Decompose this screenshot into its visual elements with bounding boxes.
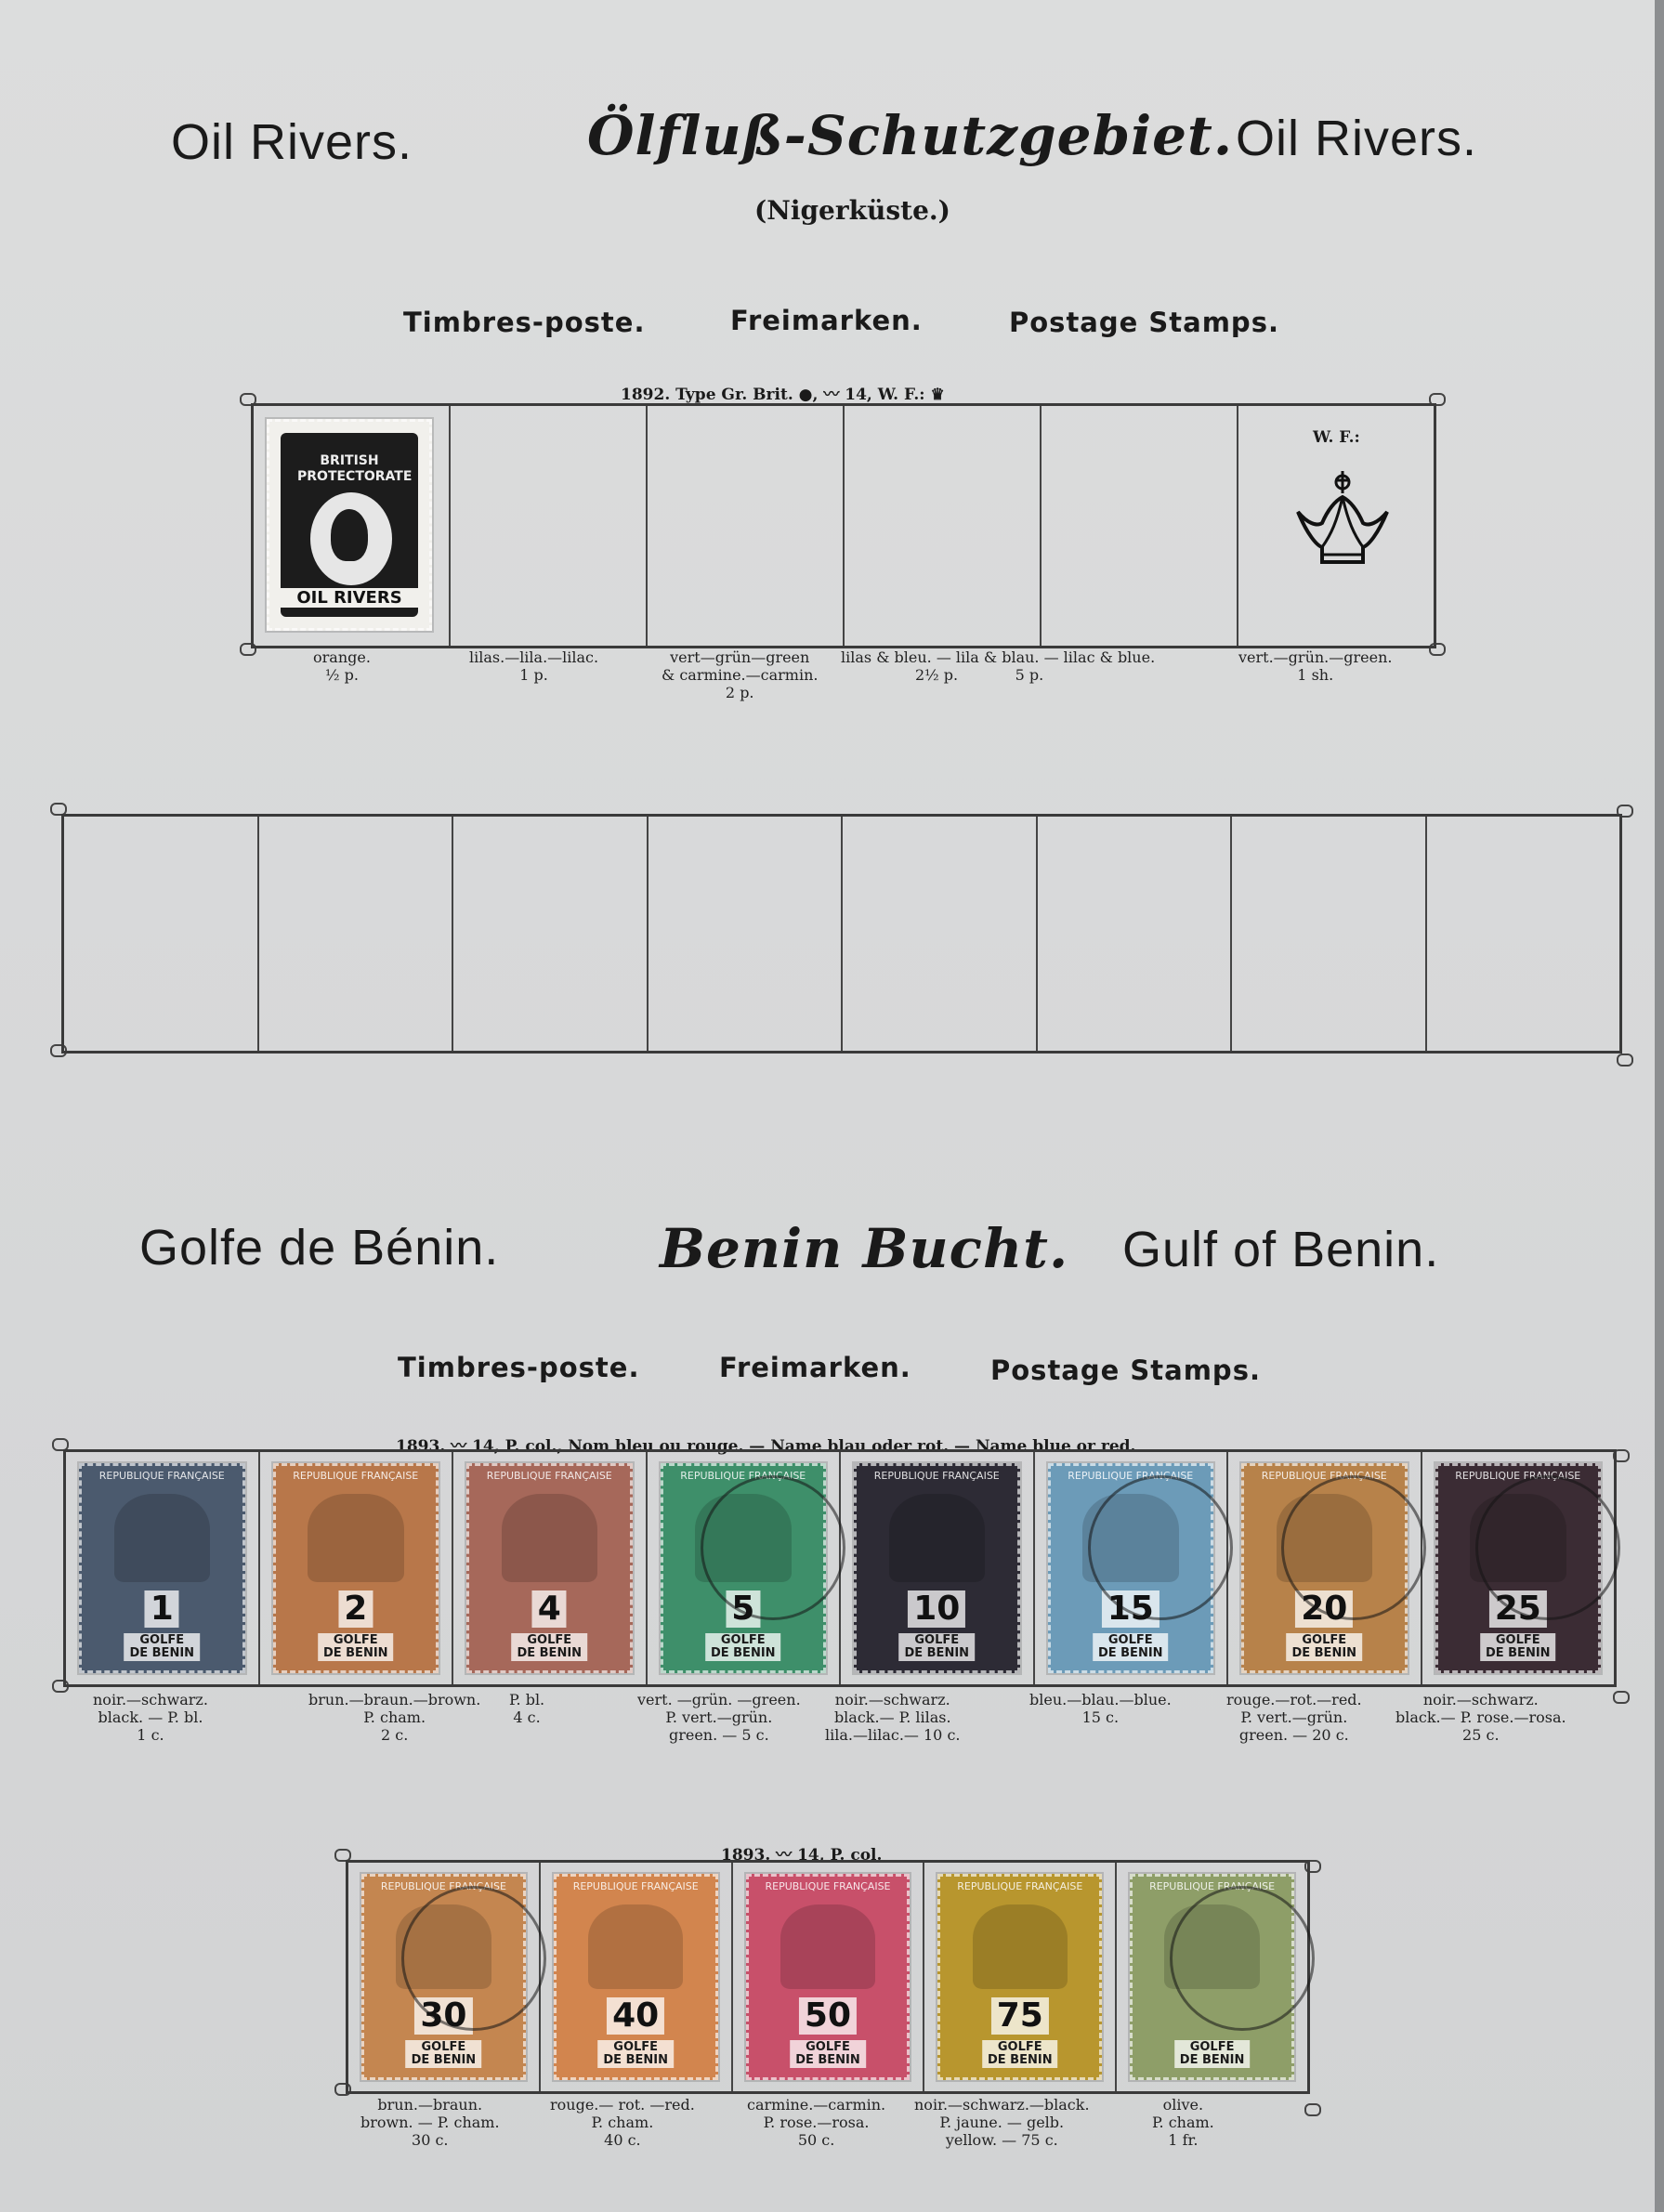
stamp-caption [1226,1691,1362,1744]
stamp-denomination: 20 [1295,1590,1353,1628]
caption-line: P. bl. [509,1691,545,1708]
stamp-colony-name: GOLFE DE BENIN [705,1633,781,1661]
stamp-caption [308,1691,480,1744]
caption-oil-rivers-3 [662,648,818,701]
caption-line: green. — 20 c. [1238,1726,1349,1744]
stamp-header-text: REPUBLIQUE FRANÇAISE [98,1470,225,1482]
stamp-slot[interactable] [841,1452,1035,1684]
stamp-colony-name: GOLFE DE BENIN [406,2040,482,2068]
stamp-caption [747,2096,885,2149]
stamp-denomination: 25 [1489,1590,1547,1628]
stamp-slot[interactable] [1427,817,1620,1051]
caption-line: brun.—braun. [377,2096,483,2114]
stamp-colony-name: GOLFE DE BENIN [597,2040,674,2068]
caption-line: vert—grün—green [670,648,810,666]
caption-line: P. vert.—grün. [1240,1708,1348,1726]
wf-label: W. F.: [1313,428,1360,447]
caption-line: 1 sh. [1297,666,1334,684]
stamp-slot[interactable] [453,1452,648,1684]
allegory-figures-icon [308,1494,404,1582]
stamp-value-40[interactable] [554,1874,718,2080]
stamp-colony-name: GOLFE DE BENIN [1093,1633,1169,1661]
stamp-slot[interactable] [453,817,649,1051]
stamp-value-2[interactable] [273,1463,439,1673]
stamp-value-olive[interactable] [1130,1874,1294,2080]
stamp-caption [1395,1691,1566,1744]
stamp-value-1[interactable] [79,1463,245,1673]
caption-line: lilas & bleu. — lila & blau. — lilac & blue. [841,648,1156,666]
stamp-colony-name: GOLFE DE BENIN [898,1633,975,1661]
caption-line: 2 p. [725,684,754,701]
caption-line: P. rose.—rosa. [763,2114,870,2131]
stamp-colony-name: GOLFE DE BENIN [511,1633,587,1661]
title-right-oil-rivers: Oil Rivers. [1236,111,1478,166]
stamp-header-text: REPUBLIQUE FRANÇAISE [380,1880,506,1892]
stamp-header-text: REPUBLIQUE FRANÇAISE [486,1470,612,1482]
stamp-caption [825,1691,961,1744]
title-center-oelfluss: Ölfluß-Schutzgebiet. [587,104,1234,167]
stamp-slot[interactable] [648,406,845,646]
stamp-denomination: 40 [607,1997,664,2035]
caption-line: black.— P. rose.—rosa. [1395,1708,1566,1726]
caption-value: 5 p. [1015,666,1044,684]
postmark-icon [1088,1475,1233,1620]
stamp-colony-name: GOLFE DE BENIN [1286,1633,1362,1661]
caption-line: ½ p. [325,666,359,684]
stamp-header-text: REPUBLIQUE FRANÇAISE [572,1880,699,1892]
stamp-grid-benin-high [346,1860,1310,2094]
stamp-colony-name: GOLFE DE BENIN [1480,1633,1556,1661]
stamp-denomination: 4 [532,1590,567,1628]
allegory-figures-icon [588,1904,683,1989]
stamp-denomination: 15 [1102,1590,1160,1628]
lang-label-en: Postage Stamps. [990,1355,1261,1386]
stamp-denomination: 1 [145,1590,179,1628]
caption-line: 1 fr. [1168,2131,1199,2149]
stamp-slot[interactable] [451,406,648,646]
stamp-denomination: 50 [799,1997,857,2035]
postmark-icon [701,1475,845,1620]
stamp-slot[interactable] [1038,817,1233,1051]
stamp-colony-name: GOLFE DE BENIN [124,1633,200,1661]
hinge-icon [1304,2103,1321,2116]
caption-line: 30 c. [412,2131,449,2149]
stamp-value-10[interactable] [854,1463,1020,1673]
stamp-denomination: 2 [338,1590,373,1628]
allegory-figures-icon [502,1494,598,1582]
stamp-caption [637,1691,801,1744]
caption-line: P. jaune. — gelb. [939,2114,1065,2131]
title-left-golfe-de-benin: Golfe de Bénin. [139,1220,500,1276]
stamp-slot[interactable] [1035,1452,1229,1684]
stamp-denomination: 5 [726,1590,760,1628]
caption-oil-rivers-1 [313,648,371,684]
stamp-header-text: REPUBLIQUE FRANÇAISE [680,1470,806,1482]
title-left-oil-rivers: Oil Rivers. [171,114,413,170]
caption-line: orange. [313,648,371,666]
stamp-caption [509,1691,544,1726]
caption-line: noir.—schwarz. [1422,1691,1539,1708]
stamp-slot[interactable] [64,817,259,1051]
postmark-icon [401,1886,546,2031]
issue-line-1893-high: 1893. 〰 14, P. col. [721,1846,883,1865]
stamp-value-5[interactable] [661,1463,827,1673]
allegory-figures-icon [780,1904,875,1989]
caption-values [841,666,1155,684]
stamp-grid-benin-1893 [63,1449,1617,1687]
hinge-icon [1617,1054,1633,1067]
stamp-oil-rivers-half-penny[interactable] [267,419,432,631]
stamp-slot[interactable] [1117,1863,1307,2091]
stamp-caption [1152,2096,1214,2149]
caption-line: rouge.—rot.—red. [1226,1691,1362,1708]
caption-line: 40 c. [604,2131,641,2149]
stamp-slot-watermark [1238,406,1434,646]
stamp-header-text: REPUBLIQUE FRANÇAISE [873,1470,1000,1482]
stamp-slot[interactable] [649,817,844,1051]
stamp-slot[interactable] [1042,406,1238,646]
stamp-header-text: REPUBLIQUE FRANÇAISE [765,1880,891,1892]
stamp-slot[interactable] [1232,817,1427,1051]
caption-line: carmine.—carmin. [747,2096,886,2114]
caption-oil-rivers-5 [1238,648,1392,684]
allegory-figures-icon [889,1494,986,1582]
caption-value: 2½ p. [915,666,959,684]
stamp-value-4[interactable] [466,1463,633,1673]
lang-label-fr: Timbres-poste. [398,1352,640,1383]
caption-line: lila.—lilac.— 10 c. [825,1726,961,1744]
caption-oil-rivers-4 [841,648,1155,684]
stamp-slot[interactable] [843,817,1038,1051]
caption-line: vert. —grün. —green. [637,1691,801,1708]
title-right-gulf-of-benin: Gulf of Benin. [1122,1222,1440,1277]
caption-line: lilas.—lila.—lilac. [469,648,599,666]
caption-line: green. — 5 c. [668,1726,769,1744]
stamp-value-25[interactable] [1435,1463,1602,1673]
caption-line: 25 c. [1462,1726,1500,1744]
lang-label-fr: Timbres-poste. [403,307,646,338]
stamp-colony-name: GOLFE DE BENIN [982,2040,1058,2068]
stamp-slot[interactable] [845,406,1042,646]
caption-line: bleu.—blau.—blue. [1029,1691,1172,1708]
stamp-slot[interactable] [259,817,454,1051]
lang-label-de: Freimarken. [730,305,923,336]
stamp-denomination: 30 [414,1997,472,2035]
stamp-denomination: 75 [991,1997,1049,2035]
stamp-slot[interactable] [648,1452,842,1684]
stamp-header-text: REPUBLIQUE FRANÇAISE [293,1470,419,1482]
caption-line: P. cham. [591,2114,654,2131]
stamp-slot[interactable] [541,1863,733,2091]
caption-line: noir.—schwarz. [93,1691,208,1708]
stamp-header-text: REPUBLIQUE FRANÇAISE [1261,1470,1387,1482]
caption-line: 4 c. [513,1708,541,1726]
caption-line: 2 c. [381,1726,409,1744]
stamp-value-15[interactable] [1048,1463,1214,1673]
stamp-overprint-bottom: OIL RIVERS [277,588,422,608]
empty-stamp-grid [61,814,1622,1054]
caption-line: 1 c. [137,1726,164,1744]
postmark-icon [1281,1475,1426,1620]
stamp-header-text: REPUBLIQUE FRANÇAISE [957,1880,1083,1892]
stamp-slot[interactable] [924,1863,1117,2091]
caption-line: P. vert.—grün. [665,1708,773,1726]
stamp-caption [914,2096,1090,2149]
stamp-slot[interactable] [1422,1452,1615,1684]
stamp-slot[interactable] [66,1452,260,1684]
caption-line: & carmine.—carmin. [662,666,819,684]
allegory-figures-icon [973,1904,1068,1989]
stamp-slot[interactable] [348,1863,541,2091]
crown-icon [1285,469,1400,571]
caption-oil-rivers-2 [469,648,598,684]
lang-label-de: Freimarken. [719,1352,911,1383]
caption-line: 1 p. [519,666,548,684]
title-center-benin-bucht: Benin Bucht. [660,1217,1069,1280]
stamp-slot[interactable] [1228,1452,1422,1684]
stamp-header-text: REPUBLIQUE FRANÇAISE [1149,1880,1276,1892]
lang-label-en: Postage Stamps. [1009,307,1279,338]
hinge-icon [1613,1691,1630,1704]
stamp-colony-name: GOLFE DE BENIN [318,1633,394,1661]
caption-line: black.— P. lilas. [833,1708,951,1726]
caption-line: 50 c. [797,2131,835,2149]
caption-line: black. — P. bl. [98,1708,203,1726]
stamp-value-75[interactable] [937,1874,1102,2080]
stamp-slot[interactable] [733,1863,925,2091]
stamp-caption [93,1691,208,1744]
caption-line: olive. [1162,2096,1204,2114]
caption-line: P. cham. [1152,2114,1214,2131]
caption-line: 15 c. [1081,1708,1120,1726]
postmark-icon [1170,1886,1315,2031]
allegory-figures-icon [114,1494,211,1582]
stamp-value-20[interactable] [1241,1463,1408,1673]
stamp-value-30[interactable] [361,1874,526,2080]
caption-line: brown. — P. cham. [360,2114,500,2131]
caption-line: rouge.— rot. —red. [550,2096,695,2114]
stamp-denomination: 10 [908,1590,965,1628]
stamp-slot[interactable] [260,1452,454,1684]
stamp-caption [1029,1691,1172,1726]
stamp-header-text: REPUBLIQUE FRANÇAISE [1455,1470,1581,1482]
caption-line: brun.—braun.—brown. [308,1691,481,1708]
issue-line-1893: 1893. 〰 14, P. col., Nom bleu ou rouge. — Name blau oder rot. — Name blue or red. [396,1437,1136,1456]
subtitle-nigerkueste: (Nigerküste.) [754,195,950,226]
stamp-slot[interactable] [254,406,451,646]
queen-portrait-icon [310,492,392,585]
stamp-caption [550,2096,695,2149]
caption-line: vert.—grün.—green. [1238,648,1393,666]
postmark-icon [1475,1475,1620,1620]
caption-line: noir.—schwarz.—black. [914,2096,1090,2114]
stamp-colony-name: GOLFE DE BENIN [790,2040,866,2068]
caption-line: P. cham. [363,1708,426,1726]
issue-line-1892: 1892. Type Gr. Brit. ●, 〰 14, W. F.: ♛ [621,386,945,404]
stamp-grid-oil-rivers [251,403,1436,648]
caption-line: noir.—schwarz. [834,1691,950,1708]
stamp-overprint-top: BRITISH PROTECTORATE [297,453,413,484]
stamp-value-50[interactable] [746,1874,911,2080]
stamp-caption [360,2096,500,2149]
caption-line: yellow. — 75 c. [945,2131,1058,2149]
stamp-colony-name: GOLFE DE BENIN [1174,2040,1251,2068]
stamp-header-text: REPUBLIQUE FRANÇAISE [1068,1470,1194,1482]
page-edge [1655,0,1664,2212]
